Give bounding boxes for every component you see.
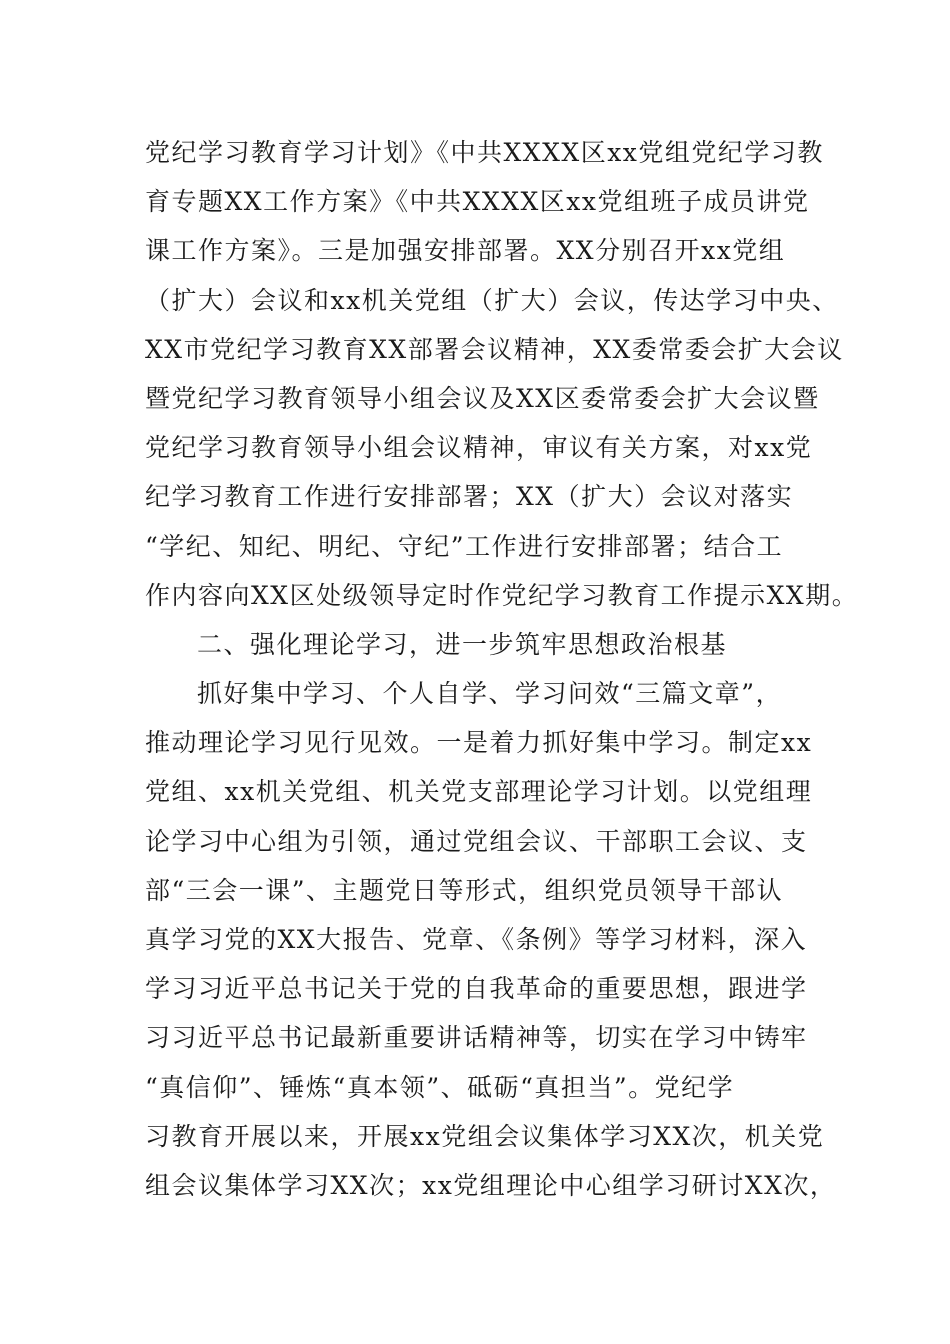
section-heading: 二、强化理论学习，进一步筑牢思想政治根基 [197,629,728,659]
paragraph-1-line: 纪学习教育工作进行安排部署；XX（扩大）会议对落实 [145,482,794,512]
paragraph-1-line: XX市党纪学习教育XX部署会议精神，XX委常委会扩大会议 [145,334,844,364]
paragraph-1-line: 党纪学习教育学习计划》《中共XXXX区xx党组党纪学习教 [145,138,824,167]
paragraph-2-line: 推动理论学习见行见效。一是着力抓好集中学习。制定xx [145,728,813,758]
paragraph-2-line: 党组、xx机关党组、机关党支部理论学习计划。以党组理 [145,777,813,807]
paragraph-2-line: 习教育开展以来，开展xx党组会议集体学习XX次，机关党 [145,1121,825,1151]
paragraph-2-line: 学习习近平总书记关于党的自我革命的重要思想，跟进学 [145,974,808,1004]
document-body [145,128,859,1210]
paragraph-2 [145,669,835,1210]
paragraph-1-line: 党纪学习教育领导小组会议精神，审议有关方案，对xx党 [145,433,813,463]
paragraph-2-line: 抓好集中学习、个人自学、学习问效“三篇文章”， [197,679,783,709]
paragraph-1-line: 作内容向XX区处级领导定时作党纪学习教育工作提示XX期。 [145,580,859,610]
paragraph-1-line: “学纪、知纪、明纪、守纪”工作进行安排部署；结合工 [145,531,784,561]
paragraph-1-line: 育专题XX工作方案》《中共XXXX区xx党组班子成员讲党 [145,187,810,217]
paragraph-1-line: 课工作方案》。三是加强安排部署。XX分别召开xx党组 [145,236,786,266]
paragraph-1-line: （扩大）会议和xx机关党组（扩大）会议，传达学习中央、 [145,285,839,315]
paragraph-2-line: 部“三会一课”、主题党日等形式，组织党员领导干部认 [145,875,784,905]
paragraph-1-line: 暨党纪学习教育领导小组会议及XX区委常委会扩大会议暨 [145,383,820,413]
paragraph-2-line: 组会议集体学习XX次；xx党组理论中心组学习研讨XX次， [145,1170,837,1200]
paragraph-1 [145,128,859,620]
paragraph-2-line: 习习近平总书记最新重要讲话精神等，切实在学习中铸牢 [145,1023,808,1053]
paragraph-2-line: 论学习中心组为引领，通过党组会议、干部职工会议、支 [145,826,808,856]
paragraph-2-line: “真信仰”、锤炼“真本领”、砥砺“真担当”。党纪学 [145,1072,735,1102]
paragraph-2-line: 真学习党的XX大报告、党章、《条例》等学习材料，深入 [145,925,808,954]
